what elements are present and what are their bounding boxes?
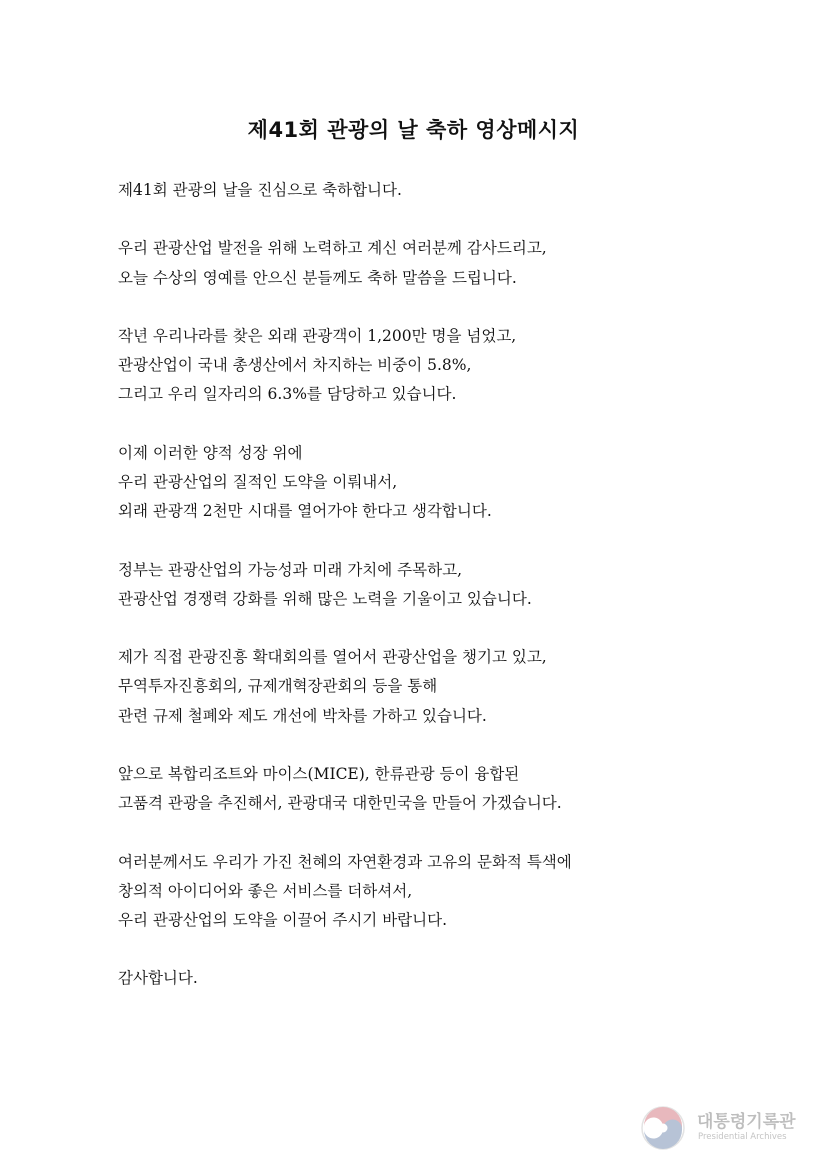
text-line: 관련 규제 철폐와 제도 개선에 박차를 가하고 있습니다.	[118, 706, 487, 725]
text-line: 고품격 관광을 추진해서, 관광대국 대한민국을 만들어 가겠습니다.	[118, 794, 562, 813]
archive-name-korean: 대통령기록관	[697, 1112, 796, 1132]
paragraph-6	[118, 643, 758, 731]
text-line: 오늘 수상의 영예를 안으신 분들께도 축하 말씀을 드립니다.	[118, 268, 517, 287]
text-line: 작년 우리나라를 찾은 외래 관광객이 1,200만 명을 넘었고,	[118, 326, 517, 345]
paragraph-5	[118, 556, 758, 614]
paragraph-3	[118, 322, 758, 410]
text-line: 무역투자진흥회의, 규제개혁장관회의 등을 통해	[118, 677, 438, 696]
text-line: 여러분께서도 우리가 가진 천혜의 자연환경과 고유의 문화적 특색에	[118, 852, 572, 871]
document-title: 제41회 관광의 날 축하 영상메시지	[247, 118, 580, 142]
archive-name-english: Presidential Archives	[698, 1132, 787, 1142]
text-line: 우리 관광산업 발전을 위해 노력하고 계신 여러분께 감사드리고,	[118, 239, 547, 258]
text-line: 제41회 관광의 날을 진심으로 축하합니다.	[118, 181, 402, 199]
paragraph-1	[118, 176, 758, 205]
text-line: 우리 관광산업의 도약을 이끌어 주시기 바랍니다.	[118, 910, 448, 929]
text-line: 관광산업이 국내 총생산에서 차지하는 비중이 5.8%,	[118, 356, 472, 375]
text-line: 그리고 우리 일자리의 6.3%를 담당하고 있습니다.	[118, 385, 457, 404]
taegeuk-emblem-icon	[640, 1105, 686, 1151]
text-line: 창의적 아이디어와 좋은 서비스를 더하셔서,	[118, 881, 413, 900]
paragraph-2	[118, 234, 758, 292]
text-line: 앞으로 복합리조트와 마이스(MICE), 한류관광 등이 융합된	[118, 764, 520, 783]
paragraph-4	[118, 439, 758, 527]
text-line: 외래 관광객 2천만 시대를 열어가야 한다고 생각합니다.	[118, 502, 492, 521]
speech-body	[118, 176, 758, 1023]
archive-watermark	[640, 1103, 810, 1151]
paragraph-8	[118, 848, 758, 936]
paragraph-7	[118, 760, 758, 818]
text-line: 제가 직접 관광진흥 확대회의를 열어서 관광산업을 챙기고 있고,	[118, 648, 547, 667]
paragraph-9	[118, 964, 758, 993]
text-line: 이제 이러한 양적 성장 위에	[118, 443, 303, 462]
text-line: 정부는 관광산업의 가능성과 미래 가치에 주목하고,	[118, 560, 462, 579]
text-line: 우리 관광산업의 질적인 도약을 이뤄내서,	[118, 472, 398, 491]
text-line: 관광산업 경쟁력 강화를 위해 많은 노력을 기울이고 있습니다.	[118, 589, 532, 608]
text-line: 감사합니다.	[118, 969, 198, 988]
